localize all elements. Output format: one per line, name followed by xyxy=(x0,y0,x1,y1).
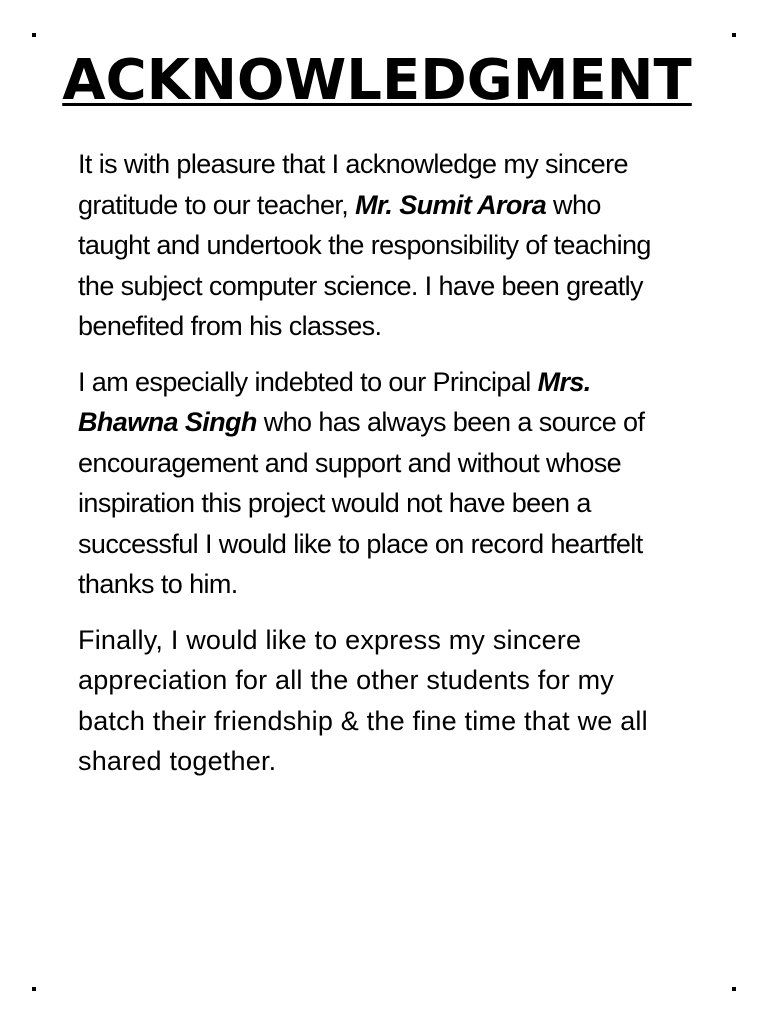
paragraph-principal-text-end: who has always been a source of encouragement and support and without whose inspiration this project would not have been a successful I would like to place on record heartfelt thanks to him. xyxy=(78,407,645,599)
teacher-name: Mr. Sumit Arora xyxy=(355,189,547,220)
corner-mark-top-left xyxy=(32,33,36,37)
corner-mark-bottom-left xyxy=(32,987,36,991)
paragraph-teacher xyxy=(78,144,663,347)
acknowledgment-body xyxy=(78,144,663,797)
paragraph-principal xyxy=(78,362,663,605)
page-title: ACKNOWLEDGMENT xyxy=(62,48,692,113)
paragraph-principal-text-start: I am especially indebted to our Principal xyxy=(78,366,538,397)
paragraph-teacher-text-end: who taught and undertook the responsibility of teaching the subject computer science. I have been greatly benefited from his classes. xyxy=(78,189,651,341)
corner-mark-top-right xyxy=(732,33,736,37)
principal-name: Mrs. Bhawna Singh xyxy=(78,366,591,437)
paragraph-students: Finally, I would like to express my sincere appreciation for all the other students for my batch their friendship & the fine time that we all shared together. xyxy=(78,624,648,776)
corner-mark-bottom-right xyxy=(732,987,736,991)
paragraph-teacher-text-start: It is with pleasure that I acknowledge my sincere gratitude to our teacher, xyxy=(78,149,628,220)
